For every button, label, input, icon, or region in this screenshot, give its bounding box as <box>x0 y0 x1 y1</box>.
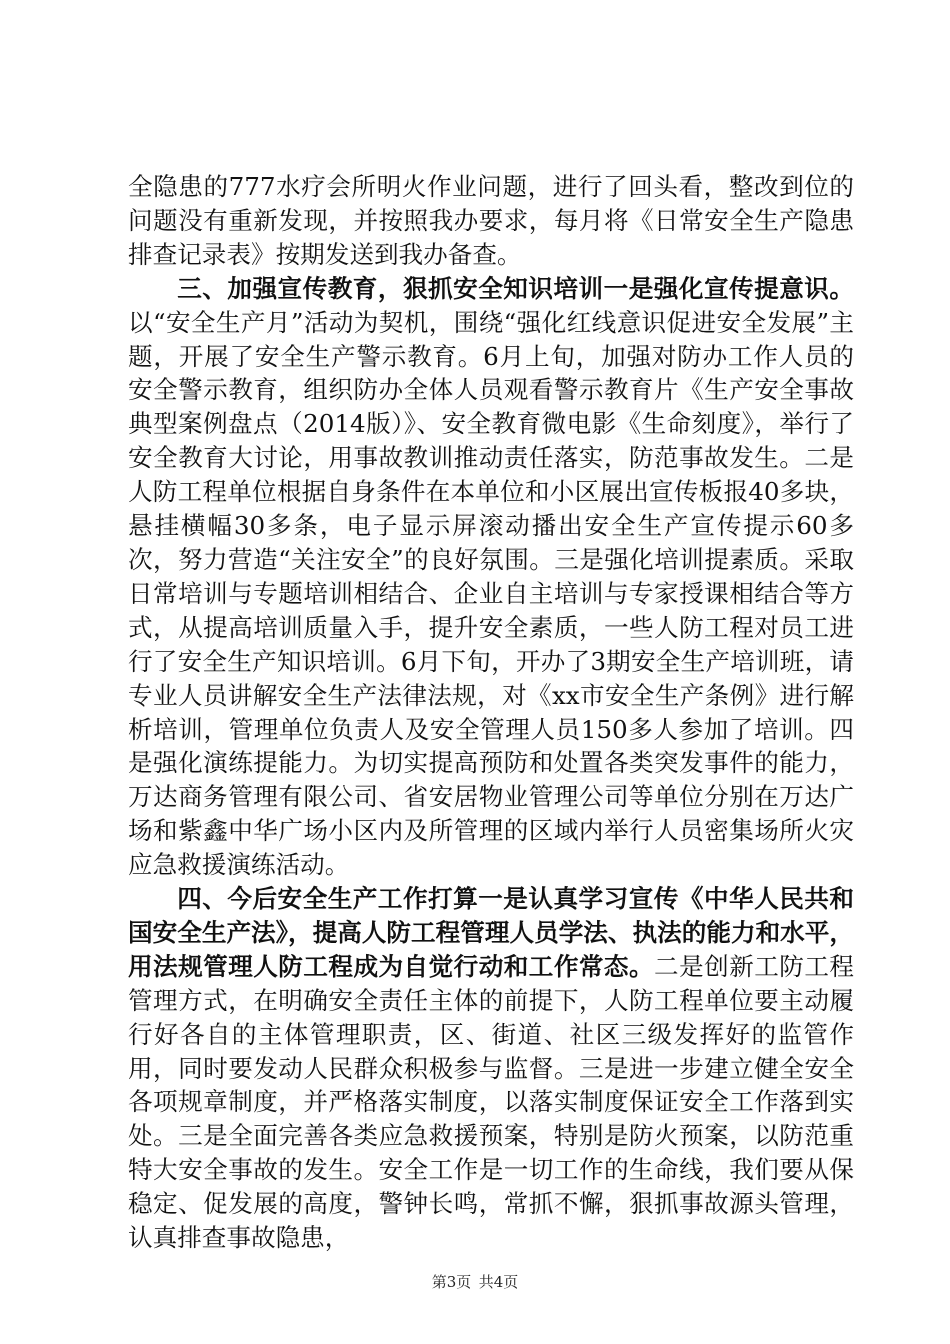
paragraph-continuation <box>128 170 854 272</box>
section-four-text: 二是创新工防工程管理方式，在明确安全责任主体的前提下，人防工程单位要主动履行好各自的主体管理职责，区、街道、社区三级发挥好的监管作用，同时要发动人民群众积极参与监督。三是进一步建立健全安全各项规章制度，并严格落实制度，以落实制度保证安全工作落到实处。三是全面完善各类应急救援预案，特别是防火预案，以防范重特大安全事故的发生。安全工作是一切工作的生命线，我们要从保稳定、促发展的高度，警钟长鸣，常抓不懈，狠抓事故源头管理，认真排查事故隐患， <box>128 951 854 1253</box>
section-three-heading: 三、加强宣传教育，狠抓安全知识培训一是强化宣传提意识。 <box>177 273 854 303</box>
section-three-text: 以“安全生产月”活动为契机，围绕“强化红线意识促进安全发展”主题，开展了安全生产警示教育。6月上旬，加强对防办工作人员的安全警示教育，组织防办全体人员观看警示教育片《生产安全事故典型案例盘点（2014版）》、安全教育微电影《生命刻度》，举行了安全教育大讨论，用事故教训推动责任落实，防范事故发生。二是人防工程单位根据自身条件在本单位和小区展出宣传板报40多块，悬挂横幅30多条，电子显示屏滚动播出安全生产宣传提示60多次，努力营造“关注安全”的良好氛围。三是强化培训提素质。采取日常培训与专题培训相结合、企业自主培训与专家授课相结合等方式，从提高培训质量入手，提升安全素质，一些人防工程对员工进行了安全生产知识培训。6月下旬，开办了3期安全生产培训班，请专业人员讲解安全生产法律法规，对《xx市安全生产条例》进行解析培训，管理单位负责人及安全管理人员150多人参加了培训。四是强化演练提能力。为切实提高预防和处置各类突发事件的能力，万达商务管理有限公司、省安居物业管理公司等单位分别在万达广场和紫鑫中华广场小区内及所管理的区域内举行人员密集场所火灾应急救援演练活动。 <box>128 307 854 880</box>
paragraph-text: 全隐患的777水疗会所明火作业问题，进行了回头看，整改到位的问题没有重新发现，并按照我办要求，每月将《日常安全生产隐患排查记录表》按期发送到我办备查。 <box>128 172 854 269</box>
document-body <box>128 170 854 1255</box>
page-total: 共4页 <box>478 1273 519 1291</box>
page-footer <box>0 1272 950 1292</box>
section-four-heading: 四、今后安全生产工作打算一是认真学习宣传《中华人民共和国安全生产法》，提高人防工程管理人员学法、执法的能力和水平，用法规管理人防工程成为自觉行动和工作常态。 <box>128 884 854 981</box>
paragraph-section-four <box>128 882 854 1255</box>
paragraph-section-three <box>128 272 854 882</box>
page-number: 第3页 <box>431 1273 472 1291</box>
